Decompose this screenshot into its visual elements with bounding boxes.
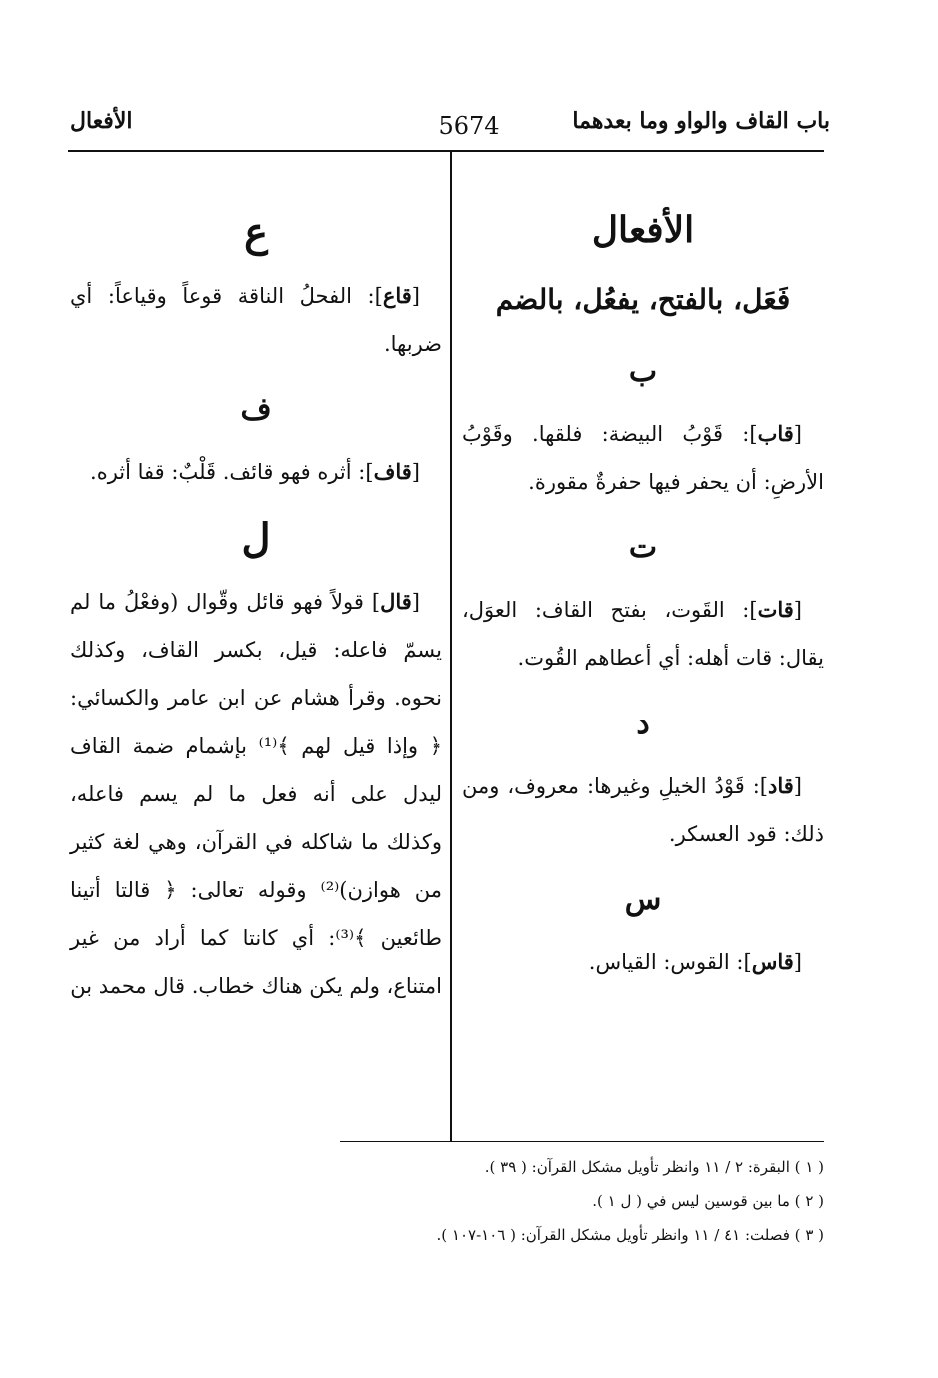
dictionary-entry: [قات]: القَوت، بفتح القاف: العوَل، يقال: قات أهله: أي أعطاهم القُوت. bbox=[462, 597, 824, 670]
dictionary-entry: [قاب]: قَوْبُ البيضة: فلقها. وقَوْبُ الأرضِ: أن يحفر فيها حفرةٌ مقورة. bbox=[462, 421, 824, 494]
footnotes bbox=[300, 1150, 824, 1252]
letter-heading: د bbox=[636, 706, 650, 741]
entry-text: : الفحلُ الناقة قوعاً وقياعاً: أي ضربها. bbox=[70, 284, 442, 356]
running-header-chapter: باب القاف والواو وما بعدهما bbox=[572, 108, 830, 134]
entry-headword: قاد bbox=[768, 773, 794, 798]
page-number: 5674 bbox=[438, 112, 500, 140]
entry-text: : قَوْدُ الخيلِ وغيرها: معروف، ومن ذلك: قود العسكر. bbox=[462, 774, 824, 846]
footnote: ( ٣ ) فصلت: ٤١ / ١١ وانظر تأويل مشكل القرآن: ( ١٠٦-١٠٧ ). bbox=[436, 1226, 824, 1244]
dictionary-entry: [قاس]: القوس: القياس. bbox=[588, 949, 802, 974]
entry-headword: قاع bbox=[382, 283, 412, 308]
right-column bbox=[462, 190, 824, 986]
header-rule bbox=[68, 150, 824, 152]
section-subtitle: فَعَل، بالفتح، يفعُل، بالضم bbox=[495, 283, 791, 316]
dictionary-entry: [قاد]: قَوْدُ الخيلِ وغيرها: معروف، ومن ذلك: قود العسكر. bbox=[462, 773, 824, 846]
entry-headword: قات bbox=[757, 597, 794, 622]
letter-heading: ف bbox=[240, 392, 272, 427]
entry-text: : القوس: القياس. bbox=[588, 950, 744, 974]
column-divider bbox=[450, 152, 452, 1142]
letter-heading: ع bbox=[244, 209, 268, 256]
dictionary-entry: [قال] قولاً فهو قائل وقّوال (وفعْلُ ما لم يسمّ فاعله: قيل، بكسر القاف، وكذلك نحوه. وقرأ هشام عن ابن عامر والكسائي: ﴿ وإذا قيل لهم ﴾⁽¹⁾ بإشمام ضمة القاف ليدل على أنه فعل ما لم يسم فاعله، وكذلك ما شاكله في القرآن، وهي لغة كثير من هوازن)⁽²⁾ وقوله تعالى: ﴿ قالتا أتينا طائعين ﴾⁽³⁾: أي كانتا كما أراد من غير امتناع، ولم يكن هناك خطاب. قال محمد بن bbox=[70, 589, 442, 998]
letter-heading: ب bbox=[628, 354, 658, 389]
footnote: ( ١ ) البقرة: ٢ / ١١ وانظر تأويل مشكل القرآن: ( ٣٩ ). bbox=[484, 1158, 824, 1176]
dictionary-entry: [قاع]: الفحلُ الناقة قوعاً وقياعاً: أي ضربها. bbox=[70, 283, 442, 356]
entry-text: : أثره فهو قائف. قَلْبٌ: قفا أثره. bbox=[90, 460, 366, 484]
entry-headword: قال bbox=[380, 589, 412, 614]
entry-text: : القَوت، بفتح القاف: العوَل، يقال: قات أهله: أي أعطاهم القُوت. bbox=[462, 598, 824, 670]
footnote: ( ٢ ) ما بين قوسين ليس في ( ل ١ ). bbox=[592, 1192, 824, 1210]
entry-headword: قاس bbox=[751, 949, 794, 974]
letter-heading: ل bbox=[241, 515, 271, 562]
dictionary-entry: [قاف]: أثره فهو قائف. قَلْبٌ: قفا أثره. bbox=[90, 459, 420, 484]
running-header-section: الأفعال bbox=[70, 108, 133, 134]
entry-text: : قَوْبُ البيضة: فلقها. وقَوْبُ الأرضِ: أن يحفر فيها حفرةٌ مقورة. bbox=[462, 422, 824, 494]
entry-headword: قاف bbox=[373, 459, 412, 484]
letter-heading: ت bbox=[628, 530, 658, 565]
section-title: الأفعال bbox=[591, 209, 695, 251]
left-column bbox=[70, 190, 442, 1010]
entry-headword: قاب bbox=[757, 421, 794, 446]
entry-text: قولاً فهو قائل وقّوال (وفعْلُ ما لم يسمّ فاعله: قيل، بكسر القاف، وكذلك نحوه. وقرأ هشام عن ابن عامر والكسائي: ﴿ وإذا قيل لهم ﴾⁽¹⁾ بإشمام ضمة القاف ليدل على أنه فعل ما لم يسم فاعله، وكذلك ما شاكله في القرآن، وهي لغة كثير من هوازن)⁽²⁾ وقوله تعالى: ﴿ قالتا أتينا طائعين ﴾⁽³⁾: أي كانتا كما أراد من غير امتناع، ولم يكن هناك خطاب. قال محمد بن bbox=[70, 590, 442, 998]
letter-heading: س bbox=[624, 882, 662, 917]
footnote-rule bbox=[340, 1141, 824, 1142]
